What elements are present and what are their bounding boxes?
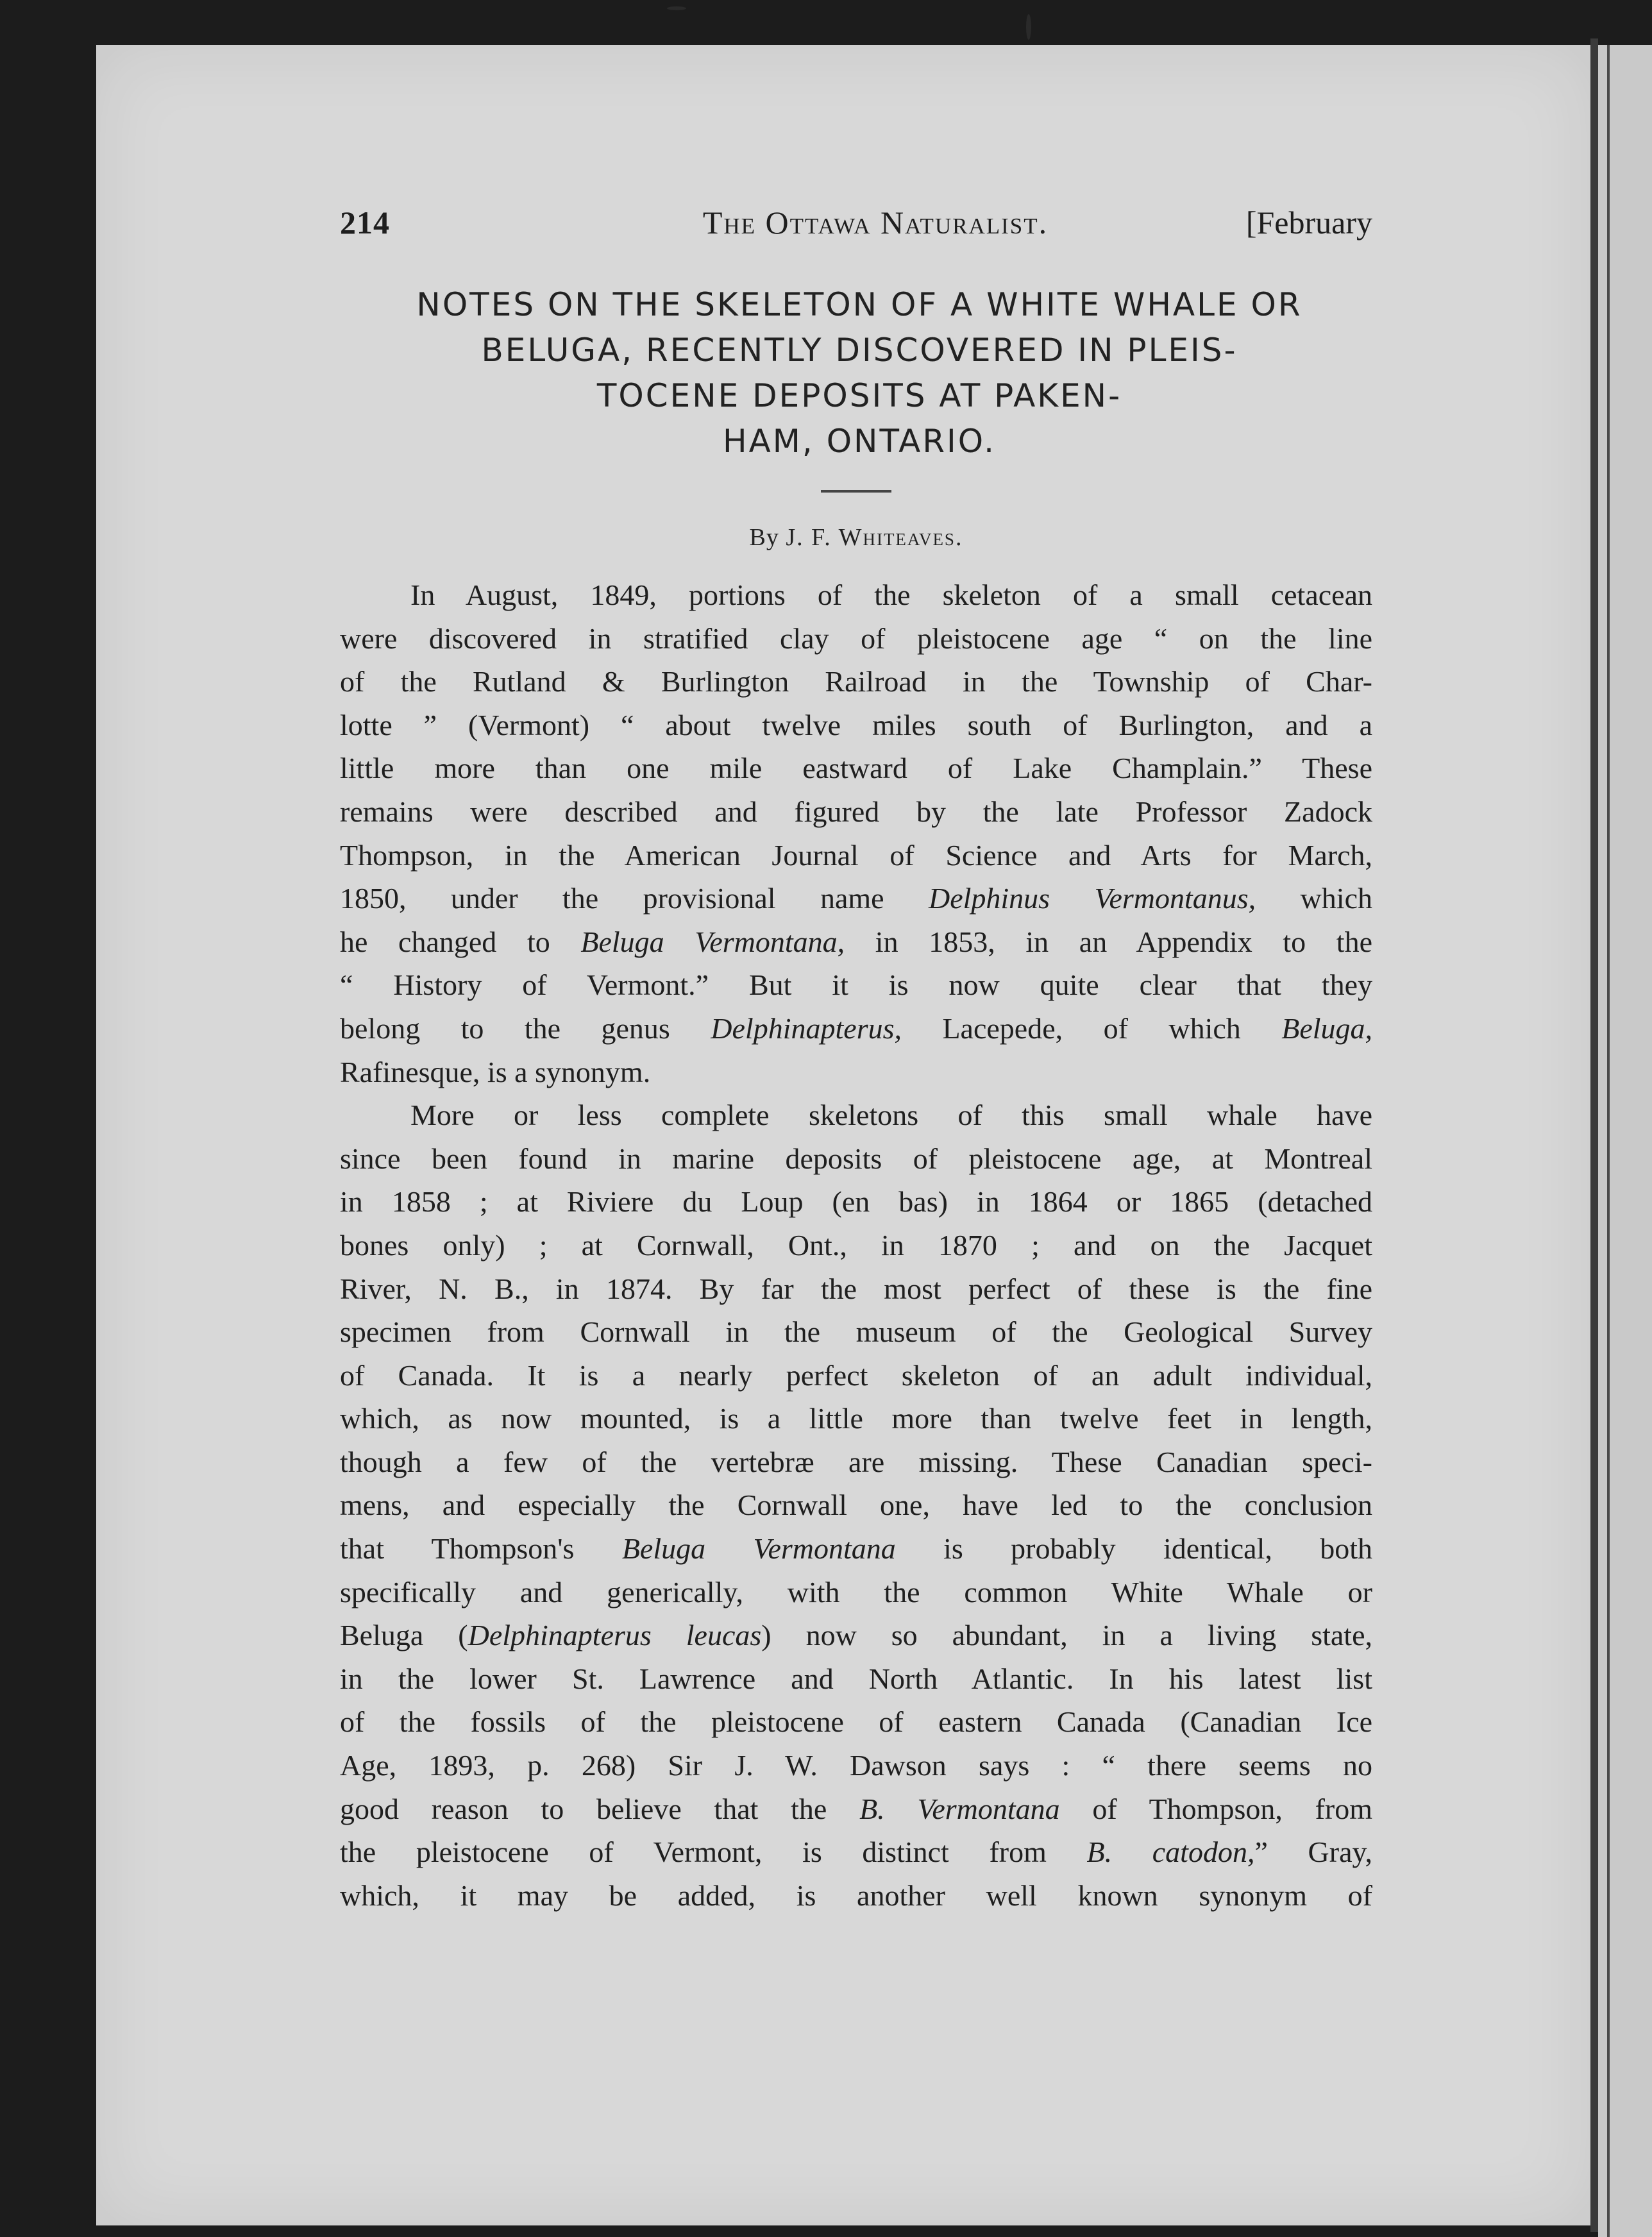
italic-taxon: Delphinapterus leucas [468, 1619, 762, 1652]
text-run: which [1256, 882, 1372, 915]
title-line: BELUGA, RECENTLY DISCOVERED IN PLEIS- [481, 332, 1238, 369]
text-run: were discovered in stratified clay of pleistocene age “ on the line [340, 621, 1372, 655]
text-line [340, 617, 1372, 661]
text-line [340, 1744, 1372, 1787]
italic-taxon: Beluga Vermontana, [580, 925, 845, 958]
text-line [340, 1397, 1372, 1440]
text-run: River, N. B., in 1874. By far the most perfect of these is the fine [340, 1272, 1372, 1305]
text-run: Beluga ( [340, 1619, 468, 1652]
text-line [340, 704, 1372, 747]
text-run: Thompson, in the American Journal of Science and Arts for March, [340, 838, 1372, 872]
text-run: Lacepede, of which [902, 1011, 1282, 1045]
issue-month: [February [1245, 205, 1372, 241]
author-name: J. F. Whiteaves. [786, 524, 963, 551]
title-line: HAM, ONTARIO. [722, 423, 997, 460]
text-run: belong to the genus [340, 1011, 711, 1045]
italic-taxon: Delphinus Vermontanus, [928, 882, 1256, 915]
text-run: he changed to [340, 925, 581, 958]
text-line [340, 1787, 1372, 1831]
text-run: 1850, under the provisional name [340, 882, 929, 915]
text-line [340, 1180, 1372, 1224]
text-run: though a few of the vertebræ are missing. These Canadian speci- [340, 1445, 1372, 1478]
page-number: 214 [340, 205, 390, 241]
text-run: specifically and generically, with the common White Whale or [340, 1575, 1372, 1608]
text-run: in 1853, in an Appendix to the [845, 925, 1372, 958]
text-line [340, 834, 1372, 877]
text-run: lotte ” (Vermont) “ about twelve miles south of Burlington, and a [340, 708, 1372, 741]
byline [340, 523, 1372, 552]
text-line [340, 1224, 1372, 1267]
text-run: of the Rutland & Burlington Railroad in the Township of Char- [340, 665, 1372, 698]
text-line [340, 877, 1372, 920]
text-line [340, 1137, 1372, 1181]
facing-page-sliver [1598, 45, 1652, 2237]
text-run: mens, and especially the Cornwall one, have led to the conclusion [340, 1489, 1372, 1522]
italic-taxon: Beluga Vermontana [621, 1532, 896, 1566]
facing-page-edge [1607, 45, 1610, 2237]
text-line [340, 1093, 1372, 1137]
text-run: remains were described and figured by the late Professor Zadock [340, 795, 1372, 828]
text-run: More or less complete skeletons of this small whale have [410, 1099, 1372, 1132]
text-line [340, 1874, 1372, 1918]
journal-title: The Ottawa Naturalist. [702, 205, 1049, 241]
text-run: ) now so abundant, in a living state, [761, 1619, 1372, 1652]
title-rule [821, 490, 891, 493]
text-run: good reason to believe that the [340, 1792, 860, 1825]
text-line [340, 573, 1372, 617]
text-line [340, 963, 1372, 1007]
text-run: little more than one mile eastward of Lake Champlain.” These [340, 752, 1372, 785]
text-line [340, 747, 1372, 790]
text-line [340, 1310, 1372, 1354]
text-run: in 1858 ; at Riviere du Loup (en bas) in 1864 or 1865 (detached [340, 1185, 1372, 1219]
text-run: “ History of Vermont.” But it is now quite clear that they [340, 968, 1372, 1002]
text-run: Age, 1893, p. 268) Sir J. W. Dawson says : “ there seems no [340, 1749, 1372, 1782]
text-run: ” Gray, [1254, 1836, 1372, 1869]
text-line [340, 1571, 1372, 1614]
text-line [340, 660, 1372, 704]
text-line [340, 920, 1372, 964]
title-line: NOTES ON THE SKELETON OF A WHITE WHALE OR [416, 286, 1302, 323]
text-run: specimen from Cornwall in the museum of the Geological Survey [340, 1315, 1372, 1349]
text-line [340, 1527, 1372, 1571]
text-run: In August, 1849, portions of the skeleton of a small cetacean [410, 578, 1372, 611]
italic-taxon: B. catodon, [1086, 1836, 1255, 1869]
article-title [321, 282, 1398, 464]
text-run: is probably identical, both [895, 1532, 1372, 1566]
text-line [340, 1267, 1372, 1311]
text-line [340, 1440, 1372, 1484]
text-run: of the fossils of the pleistocene of eastern Canada (Canadian Ice [340, 1705, 1372, 1739]
text-run: that Thompson's [340, 1532, 622, 1566]
text-line [340, 790, 1372, 834]
text-run: of Thompson, from [1059, 1792, 1372, 1825]
text-line [340, 1354, 1372, 1397]
text-run: which, it may be added, is another well known synonym of [340, 1878, 1372, 1912]
title-line: TOCENE DEPOSITS AT PAKEN- [596, 377, 1122, 414]
text-run: in the lower St. Lawrence and North Atlantic. In his latest list [340, 1662, 1372, 1695]
text-line [340, 1657, 1372, 1701]
text-run: since been found in marine deposits of pleistocene age, at Montreal [340, 1142, 1372, 1175]
text-run: the pleistocene of Vermont, is distinct from [340, 1836, 1087, 1869]
text-run: Rafinesque, is a synonym. [340, 1055, 651, 1088]
text-line [340, 1051, 1372, 1094]
text-run: which, as now mounted, is a little more than twelve feet in length, [340, 1402, 1372, 1435]
italic-taxon: Delphinapterus, [711, 1011, 902, 1045]
page-binding-edge [1590, 38, 1598, 2232]
text-line [340, 1614, 1372, 1657]
text-line [340, 1830, 1372, 1874]
italic-taxon: Beluga, [1281, 1011, 1372, 1045]
text-line [340, 1007, 1372, 1051]
article-body [340, 573, 1372, 1917]
text-line [340, 1483, 1372, 1527]
text-run: bones only) ; at Cornwall, Ont., in 1870 ; and on the Jacquet [340, 1228, 1372, 1262]
running-head [340, 204, 1372, 255]
text-run: of Canada. It is a nearly perfect skeleton of an adult individual, [340, 1358, 1372, 1392]
italic-taxon: B. Vermontana [859, 1792, 1060, 1825]
text-line [340, 1700, 1372, 1744]
byline-prefix: By [749, 524, 779, 551]
